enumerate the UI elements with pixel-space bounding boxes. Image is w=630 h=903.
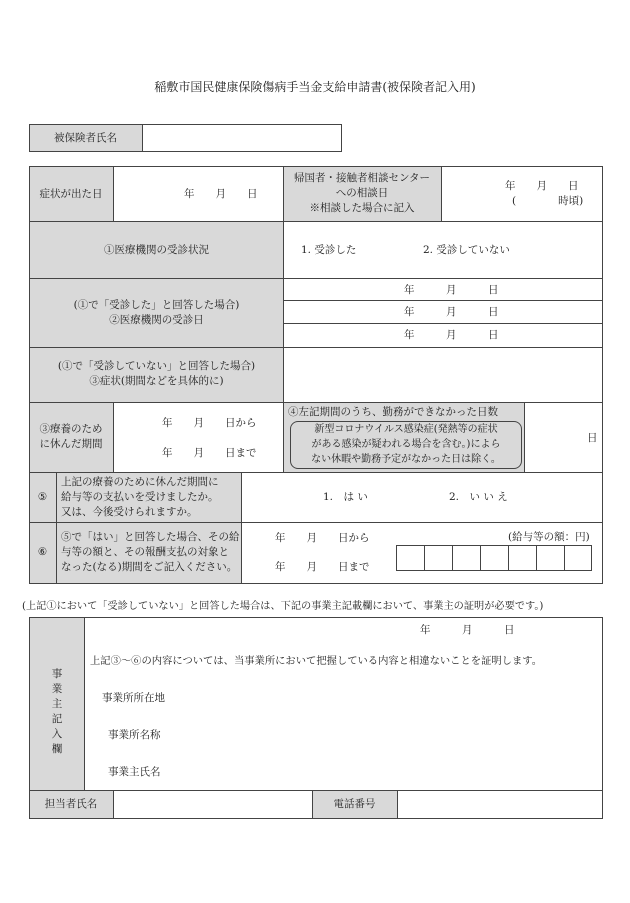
q3-symptoms-field[interactable] — [285, 349, 602, 401]
q1-option-not-visited[interactable]: 2. 受診していない — [423, 244, 510, 256]
q5-number: ⑤ — [37, 491, 48, 503]
q6-text-1: ⑤で「はい」と回答した場合、その給 — [61, 531, 240, 543]
q5-option-yes[interactable]: 1. は い — [323, 491, 368, 503]
q2-date-2[interactable]: 年 月 日 — [404, 306, 499, 318]
contact-person-field[interactable] — [114, 791, 311, 818]
leave-label-2: に休んだ期間 — [39, 438, 103, 450]
consult-time[interactable]: ( 時頃) — [512, 195, 584, 207]
q5-option-no[interactable]: 2. い い え — [449, 491, 508, 503]
consult-label-1: 帰国者・接触者相談センター — [293, 172, 431, 184]
q1-option-visited[interactable]: 1. 受診した — [301, 244, 357, 256]
employer-side-label: 事業主記入欄 — [51, 668, 63, 755]
q2-date-3[interactable]: 年 月 日 — [404, 329, 499, 341]
q4-note-2: がある感染が疑われる場合を含む。)によら — [311, 439, 501, 450]
onset-date[interactable]: 年 月 日 — [184, 188, 258, 200]
q3-label-1: (①で「受診していない」と回答した場合) — [57, 360, 256, 372]
q6-amount-boxes[interactable] — [396, 545, 592, 571]
consult-date[interactable]: 年 月 日 — [505, 180, 579, 192]
q5-text-2: 給与等の支払いを受けましたか。 — [61, 491, 219, 503]
phone-field[interactable] — [398, 791, 602, 818]
employer-office-label: 事業所名称 — [108, 729, 161, 741]
employer-cert-text: 上記③～⑥の内容については、当事業所において把握している内容と相違ないことを証明します。 — [90, 655, 543, 667]
phone-label: 電話番号 — [333, 798, 376, 810]
employer-address-label: 事業所所在地 — [102, 692, 165, 704]
q2-label-2: ②医療機関の受診日 — [109, 314, 204, 326]
consult-label-2: への相談日 — [335, 187, 389, 199]
employer-date[interactable]: 年 月 日 — [420, 624, 515, 636]
q5-text-3: 又は、今後受けられますか。 — [61, 506, 198, 518]
q4-days-unit: 日 — [587, 432, 598, 444]
q3-label-2: ③症状(期間などを具体的に) — [89, 375, 224, 387]
q6-from-date[interactable]: 年 月 日から — [275, 532, 370, 544]
leave-label-1: ③療養のため — [39, 423, 103, 435]
q2-label-1: (①で「受診した」と回答した場合) — [73, 299, 240, 311]
q1-label: ①医療機関の受診状況 — [104, 244, 209, 256]
page-title: 稲敷市国民健康保険傷病手当金支給申請書(被保険者記入用) — [154, 80, 476, 94]
employer-owner-label: 事業主氏名 — [108, 766, 161, 778]
q6-number: ⑥ — [37, 546, 48, 558]
q4-note-3: ない休暇や勤務予定がなかった日は除く。 — [311, 454, 501, 465]
insured-name-field[interactable] — [143, 125, 341, 151]
q6-amount-label: (給与等の額：円) — [508, 531, 590, 543]
q6-text-3: なった(なる)期間をご記入ください。 — [61, 561, 238, 573]
q5-text-1: 上記の療養のために休んだ期間に — [61, 476, 219, 488]
leave-to-date[interactable]: 年 月 日まで — [162, 447, 257, 459]
q6-text-2: 与等の額と、その報酬支払の対象と — [61, 546, 229, 558]
insured-name-label: 被保険者氏名 — [54, 132, 117, 144]
contact-person-label: 担当者氏名 — [44, 798, 98, 810]
onset-label: 症状が出た日 — [39, 188, 103, 200]
q4-note-1: 新型コロナウイルス感染症(発熱等の症状 — [314, 424, 498, 435]
consult-label-3: ※相談した場合に記入 — [309, 202, 415, 214]
employer-note: (上記①において「受診していない」と回答した場合は、下記の事業主記載欄において、事業主の証明が必要です。) — [22, 601, 544, 612]
q2-date-1[interactable]: 年 月 日 — [404, 284, 499, 296]
q4-label: ④左記期間のうち、勤務ができなかった日数 — [288, 406, 498, 418]
employer-table — [29, 617, 603, 819]
q6-to-date[interactable]: 年 月 日まで — [275, 561, 370, 573]
leave-from-date[interactable]: 年 月 日から — [162, 417, 257, 429]
